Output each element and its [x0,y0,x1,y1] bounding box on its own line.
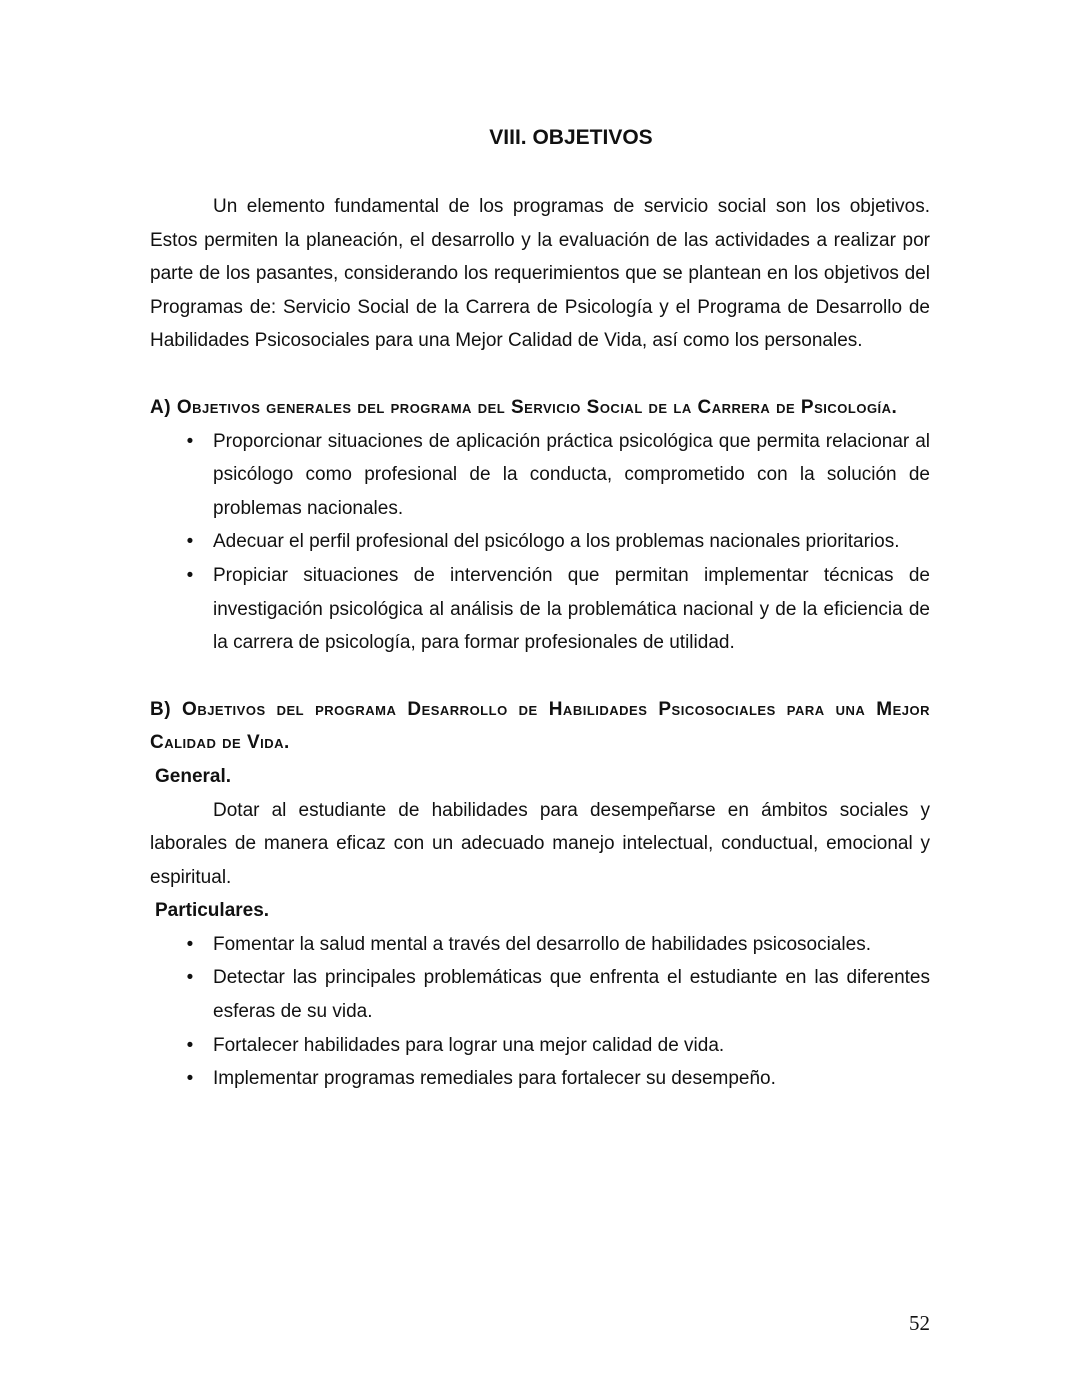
list-item: • Implementar programas remediales para fortalecer su desempeño. [150,1062,930,1096]
list-item: • Adecuar el perfil profesional del psicólogo a los problemas nacionales prioritarios. [150,525,930,559]
particulares-label: Particulares. [155,900,270,922]
bullet-icon: • [186,564,194,586]
intro-paragraph: Un elemento fundamental de los programas de servicio social son los objetivos. Estos permiten la planeación, el desarrollo y la evaluación de las actividades a realizar por parte de los pasantes, considerando los requerimientos que se plantean en los objetivos del Programas de: Servicio Social de la Carrera de Psicología y el Programa de Desarrollo de Habilidades Psicosociales para una Mejor Calidad de Vida, así como los personales. [150,196,930,352]
list-item: • Detectar las principales problemáticas que enfrenta el estudiante en las diferentes esferas de su vida. [150,961,930,1028]
section-b-list [150,928,930,1096]
page-title: VIII. OBJETIVOS [489,126,653,149]
bullet-icon: • [186,430,194,452]
bullet-icon: • [186,933,194,955]
section-a-list [150,425,930,660]
general-label: General. [155,765,232,787]
document-body [150,190,930,1096]
bullet-icon: • [186,967,194,989]
page-number: 52 [909,1311,930,1335]
list-item: • Propiciar situaciones de intervención que permitan implementar técnicas de investigación psicológica al análisis de la problemática nacional y de la eficiencia de la carrera de psicología, para formar profesionales de utilidad. [150,559,930,660]
bullet-icon: • [186,1034,194,1056]
general-paragraph: Dotar al estudiante de habilidades para desempeñarse en ámbitos sociales y laborales de manera eficaz con un adecuado manejo intelectual, conductual, emocional y espiritual. [150,799,930,888]
list-item: • Fortalecer habilidades para lograr una mejor calidad de vida. [150,1029,930,1063]
list-item: • Fomentar la salud mental a través del desarrollo de habilidades psicosociales. [150,928,930,962]
section-a-heading: A) Objetivos generales del programa del Servicio Social de la Carrera de Psicología. [150,396,898,418]
section-b-heading: B) Objetivos del programa Desarrollo de Habilidades Psicosociales para una Mejor Calidad de Vida. [150,698,930,754]
bullet-icon: • [186,531,194,553]
list-item: • Proporcionar situaciones de aplicación práctica psicológica que permita relacionar al psicólogo como profesional de la conducta, comprometido con la solución de problemas nacionales. [150,425,930,526]
bullet-icon: • [186,1068,194,1090]
